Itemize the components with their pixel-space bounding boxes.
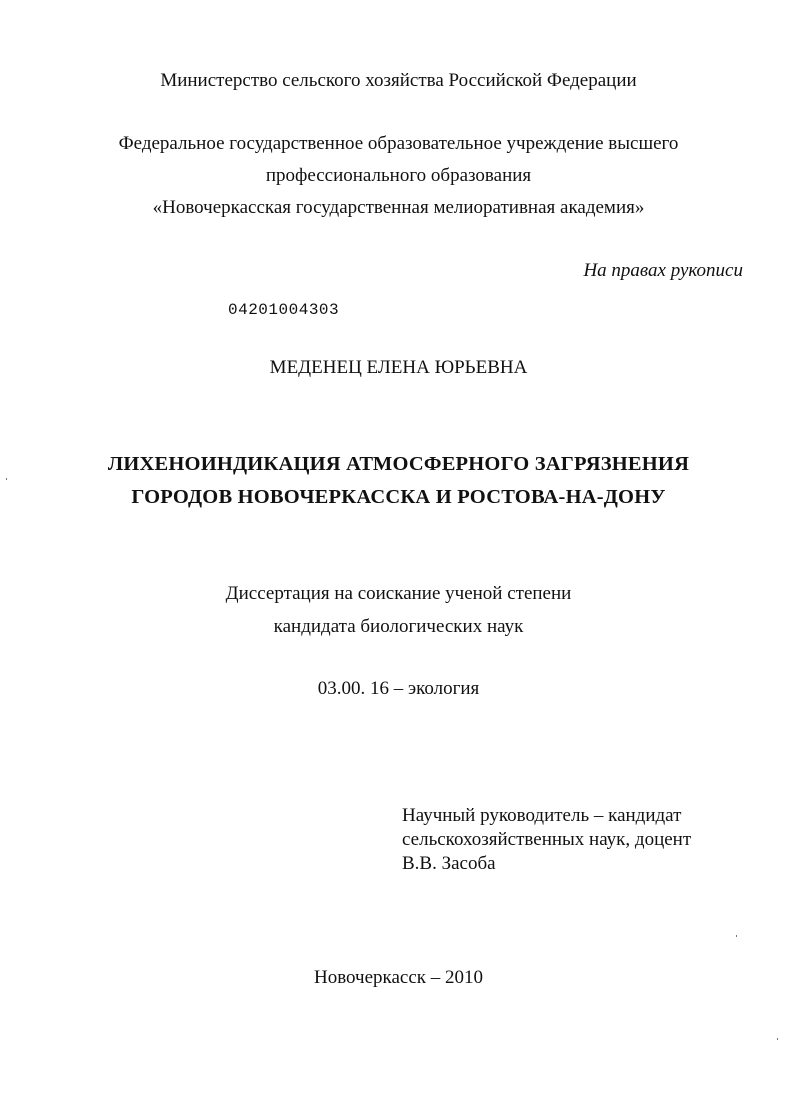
author-name: МЕДЕНЕЦ ЕЛЕНА ЮРЬЕВНА <box>269 357 528 378</box>
dissertation-title-line-2: ГОРОДОВ НОВОЧЕРКАССКА И РОСТОВА-НА-ДОНУ <box>131 486 666 508</box>
institution-line-3: «Новочеркасская государственная мелиоративная академия» <box>152 197 645 218</box>
scan-speck <box>736 935 737 937</box>
place-and-year: Новочеркасск – 2010 <box>313 967 484 988</box>
degree-line-2: кандидата биологических наук <box>273 616 524 637</box>
scan-speck <box>6 478 7 480</box>
scan-speck <box>777 1038 778 1040</box>
specialty-code: 03.00. 16 – экология <box>317 678 480 699</box>
dissertation-title-line-1: ЛИХЕНОИНДИКАЦИЯ АТМОСФЕРНОГО ЗАГРЯЗНЕНИЯ <box>107 453 690 475</box>
supervisor-line-2: сельскохозяйственных наук, доцент <box>402 829 692 850</box>
institution-line-2: профессионального образования <box>265 165 532 186</box>
institution-line-1: Федеральное государственное образовательное учреждение высшего <box>118 133 679 154</box>
ministry-heading: Министерство сельского хозяйства Российской Федерации <box>160 70 637 91</box>
supervisor-name: В.В. Засоба <box>402 853 496 874</box>
catalog-number: 04201004303 <box>228 301 340 319</box>
supervisor-line-1: Научный руководитель – кандидат <box>402 805 682 826</box>
degree-line-1: Диссертация на соискание ученой степени <box>225 583 572 604</box>
rights-note: На правах рукописи <box>583 260 743 281</box>
